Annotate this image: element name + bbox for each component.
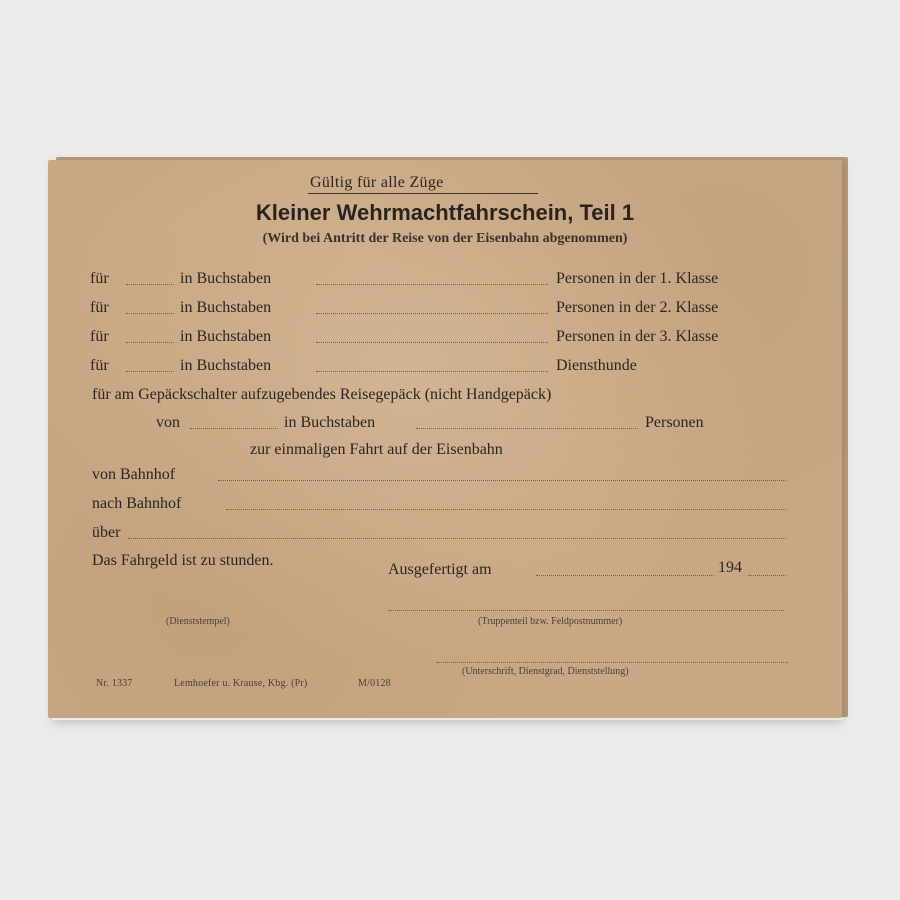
row-middle: in Buchstaben (180, 299, 272, 316)
unit-caption: (Truppenteil bzw. Feldpostnummer) (478, 616, 623, 627)
row-prefix: von (156, 414, 180, 431)
issued-label: Ausgefertigt am (388, 561, 492, 578)
validity-underline (308, 193, 538, 194)
year-prefix: 194 (718, 559, 742, 576)
unit-field-line (388, 610, 784, 611)
row-suffix: Diensthunde (556, 357, 637, 374)
to-station-field-line (226, 509, 786, 510)
ticket-subtitle: (Wird bei Antritt der Reise von der Eisenbahn abgenommen) (262, 231, 628, 246)
deferral-note: Das Fahrgeld ist zu stunden. (92, 552, 274, 569)
count-field-line (126, 313, 174, 314)
row-suffix: Personen in der 2. Klasse (556, 299, 719, 316)
signature-caption: (Unterschrift, Dienstgrad, Dienststellung) (462, 666, 629, 677)
row-prefix: für (90, 270, 109, 287)
row-suffix: Personen in der 3. Klasse (556, 328, 719, 345)
row-suffix: Personen in der 1. Klasse (556, 270, 719, 287)
from-station-label: von Bahnhof (92, 466, 176, 483)
words-field-line (316, 313, 548, 314)
printer-imprint: Lemhoefer u. Krause, Kbg. (Pr) (174, 678, 308, 689)
validity-heading: Gültig für alle Züge (310, 174, 444, 191)
ticket-card (48, 160, 842, 718)
form-number: Nr. 1337 (96, 678, 133, 689)
ticket-title: Kleiner Wehrmachtfahrschein, Teil 1 (255, 200, 635, 225)
to-station-label: nach Bahnhof (92, 495, 182, 512)
words-field-line (316, 371, 548, 372)
words-field-line (316, 284, 548, 285)
signature-field-line (436, 662, 788, 663)
words-field-line (316, 342, 548, 343)
row-middle: in Buchstaben (284, 414, 376, 431)
count-field-line (190, 428, 278, 429)
via-station-label: über (92, 524, 121, 541)
form-code: M/0128 (358, 678, 391, 689)
count-field-line (126, 284, 174, 285)
row-middle: in Buchstaben (180, 270, 272, 287)
baggage-line: für am Gepäckschalter aufzugebendes Reisegepäck (nicht Handgepäck) (92, 386, 552, 403)
count-field-line (126, 371, 174, 372)
stamp-caption: (Dienststempel) (166, 616, 230, 627)
row-prefix: für (90, 328, 109, 345)
issue-date-field-line (536, 575, 714, 576)
from-station-field-line (218, 480, 786, 481)
words-field-line (416, 428, 638, 429)
row-prefix: für (90, 299, 109, 316)
via-station-field-line (128, 538, 786, 539)
year-field-line (748, 575, 786, 576)
row-suffix: Personen (645, 414, 704, 431)
journey-line: zur einmaligen Fahrt auf der Eisenbahn (250, 441, 503, 458)
row-prefix: für (90, 357, 109, 374)
row-middle: in Buchstaben (180, 328, 272, 345)
count-field-line (126, 342, 174, 343)
row-middle: in Buchstaben (180, 357, 272, 374)
